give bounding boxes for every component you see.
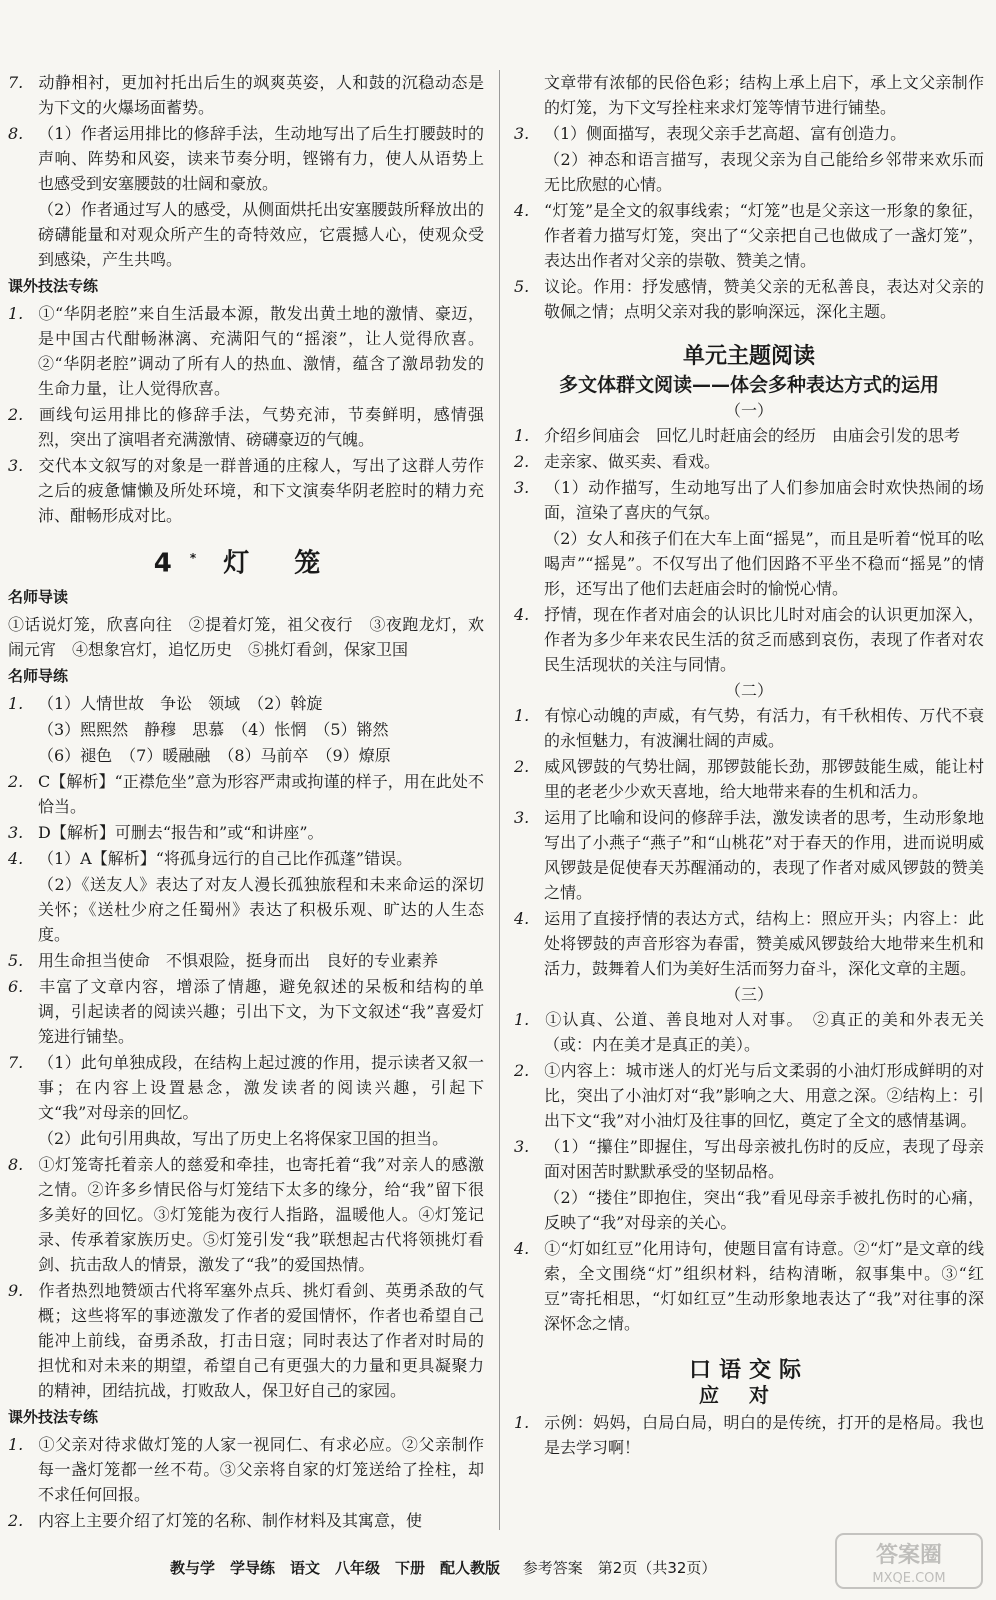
answer-item <box>8 121 484 196</box>
item-text: 画线句运用排比的修辞手法，气势充沛，节奏鲜明，感情强烈，突出了演唱者充满激情、磅礴豪迈的气魄。 <box>38 405 484 449</box>
answer-list-p1b <box>514 602 984 677</box>
answer-list-r1 <box>514 121 984 146</box>
answer-list-skills <box>8 301 484 528</box>
item-number: 1. <box>514 1010 530 1029</box>
answer-item <box>514 703 984 753</box>
item-number: 8. <box>8 1154 24 1174</box>
unit-title: 单元主题阅读 <box>682 344 815 369</box>
answer-item <box>8 769 484 819</box>
answer-item <box>514 198 984 273</box>
answer-item <box>8 70 484 120</box>
item-text: D【解析】可删去“报告和”或“和讲座”。 <box>38 822 324 842</box>
answer-item <box>514 423 984 448</box>
lesson-name: 灯 笼 <box>223 548 339 579</box>
item-number: 3. <box>8 456 24 475</box>
answer-list-r2 <box>514 198 984 324</box>
item-number: 5. <box>8 950 24 970</box>
answer-list-3 <box>8 948 484 1125</box>
item-number: 3. <box>514 478 530 497</box>
item-number: 8. <box>8 124 24 143</box>
item-text: ①“华阴老腔”来自生活最本源，散发出黄土地的激情、豪迈，是中国古代酣畅淋漓、充满阳气的“摇滚”，让人觉得欣喜。②“华阴老腔”调动了所有人的热血、激情，蕴含了激昂勃发的生命力量，让人觉得欣喜。 <box>38 304 484 398</box>
item-text: 走亲家、做买卖、看戏。 <box>544 452 721 471</box>
oral-subtitle: 应对 <box>699 1383 799 1407</box>
answer-item <box>514 121 984 146</box>
part-heading-2: （二） <box>724 681 773 700</box>
part-heading-3: （三） <box>724 985 773 1004</box>
item-text: ①认真、公道、善良地对人对事。 ②真正的美和外表无关（或：内在美才是真正的美）。 <box>544 1010 984 1054</box>
answer-item <box>514 1007 984 1057</box>
answer-item <box>8 1050 484 1125</box>
item-number: 4. <box>514 605 530 624</box>
answer-item <box>8 1432 484 1507</box>
watermark-text: 答案圈 <box>875 1543 943 1568</box>
answer-extra: （2）神态和语言描写，表现父亲为自己能给乡邻带来欢乐而无比欣慰的心情。 <box>544 150 984 194</box>
item-text: 动静相衬，更加衬托出后生的飒爽英姿，人和鼓的沉稳动态是为下文的火爆场面蓄势。 <box>38 73 484 117</box>
item-number: 2. <box>8 405 24 424</box>
lesson-title <box>8 546 484 577</box>
item-text: （1）人情世故 争讼 领域 （2）斡旋 <box>38 693 323 713</box>
answer-extra: （2）此句引用典故，写出了历史上名将保家卫国的担当。 <box>38 1128 449 1148</box>
answer-list-oral <box>514 1410 984 1460</box>
item-text: 丰富了文章内容，增添了情趣，避免叙述的呆板和结构的单调，引起读者的阅读兴趣；引出下文，为下文叙述“我”喜爱灯笼进行铺垫。 <box>38 976 484 1046</box>
footer-page: 参考答案 第2页（共32页） <box>522 1559 717 1577</box>
item-number: 7. <box>8 1052 24 1072</box>
item-text: ①灯笼寄托着亲人的慈爱和牵挂，也寄托着“我”对亲人的感激之情。②许多乡情民俗与灯笼结下太多的缘分，给“我”留下很多美好的回忆。③灯笼能为夜行人指路，温暖他人。④灯笼记录、传承着家族历史。⑤灯笼引发“我”联想起古代将领挑灯看剑、抗击敌人的情景，激发了“我”的爱国热情。 <box>38 1154 484 1274</box>
answer-item <box>514 754 984 804</box>
answer-item <box>514 1236 984 1336</box>
item-number: 4. <box>514 201 530 220</box>
left-column <box>8 70 484 1534</box>
item-number: 1. <box>514 426 530 445</box>
item-number: 1. <box>514 1413 530 1432</box>
answer-list-2 <box>8 769 484 871</box>
item-number: 3. <box>8 822 24 842</box>
answer-item <box>514 274 984 324</box>
answer-item <box>514 1410 984 1460</box>
item-number: 5. <box>514 277 530 296</box>
item-number: 3. <box>514 808 530 827</box>
lesson-star: * <box>189 551 197 565</box>
item-text: “灯笼”是全文的叙事线索；“灯笼”也是父亲这一形象的象征，作者着力描写灯笼，突出了“父亲把自己也做成了一盏灯笼”，表达出作者对父亲的崇敬、赞美之情。 <box>544 201 984 270</box>
item-number: 3. <box>514 1137 530 1156</box>
section-heading-skills: 课外技法专练 <box>8 277 99 295</box>
answer-item <box>514 449 984 474</box>
part-heading-1: （一） <box>724 401 773 420</box>
answer-item <box>8 948 484 973</box>
item-number: 7. <box>8 73 24 92</box>
item-text: （1）“攥住”即握住，写出母亲被扎伤时的反应，表现了母亲面对困苦时默默承受的坚韧品格。 <box>544 1137 984 1181</box>
answer-item <box>8 846 484 871</box>
watermark-logo <box>834 1532 984 1590</box>
answer-extra: （2）《送友人》表达了对友人漫长孤独旅程和未来命运的深切关怀；《送杜少府之任蜀州》表达了积极乐观、旷达的人生态度。 <box>38 874 484 944</box>
item-text: （1）动作描写，生动地写出了人们参加庙会时欢快热闹的场面，渲染了喜庆的气氛。 <box>544 478 984 522</box>
lesson-number: 4 <box>153 548 190 579</box>
answer-extra: （2）“搂住”即抱住，突出“我”看见母亲手被扎伤时的心痛，反映了“我”对母亲的关心。 <box>544 1188 984 1232</box>
item-text: 用生命担当使命 不惧艰险，挺身而出 良好的专业素养 <box>38 950 439 970</box>
answer-item <box>8 402 484 452</box>
item-text: （1）A【解析】“将孤身远行的自己比作孤蓬”错误。 <box>38 848 413 868</box>
section-heading-practice: 名师导练 <box>8 666 69 685</box>
answer-extra: （2）女人和孩子们在大车上面“摇晃”，而且是听着“悦耳的吆喝声”“摇晃”。不仅写出了他们因路不平坐不稳而“摇晃”的情形，还写出了他们去赶庙会时的愉悦心情。 <box>544 529 984 598</box>
item-text: ①父亲对待求做灯笼的人家一视同仁、有求必应。②父亲制作每一盏灯笼都一丝不苟。③父亲将自家的灯笼送给了拴柱，却不求任何回报。 <box>38 1434 484 1504</box>
answer-item <box>8 1152 484 1277</box>
item-text: ①内容上：城市迷人的灯光与后文柔弱的小油灯形成鲜明的对比，突出了小油灯对“我”影响之大、用意之深。②结构上：引出下文“我”对小油灯及往事的回忆，奠定了全文的感情基调。 <box>544 1061 984 1130</box>
item-number: 2. <box>8 1510 24 1530</box>
question-1 <box>8 691 484 768</box>
item-text: C【解析】“正襟危坐”意为形容严肃或拘谨的样子，用在此处不恰当。 <box>38 771 484 816</box>
answer-line: （6）褪色 （7）暖融融 （8）马前卒 （9）燎原 <box>38 745 391 765</box>
item-text: 有惊心动魄的声威，有气势，有活力，有千秋相传、万代不衰的永恒魅力，有波澜壮阔的声威。 <box>544 706 984 750</box>
answer-item <box>8 1278 484 1403</box>
answer-item <box>8 453 484 528</box>
answer-list-skills-2 <box>8 1432 484 1533</box>
item-number: 2. <box>514 757 530 776</box>
answer-item <box>8 1508 484 1533</box>
item-number: 2. <box>514 1061 530 1080</box>
footer-brand: 教与学 学导练 语文 八年级 下册 配人教版 <box>170 1559 501 1577</box>
answer-item <box>514 1134 984 1184</box>
item-text: （1）此句单独成段，在结构上起过渡的作用，提示读者又叙一事；在内容上设置悬念，激发读者的阅读兴趣，引起下文“我”对母亲的回忆。 <box>38 1052 484 1122</box>
answer-item <box>514 805 984 905</box>
item-number: 1. <box>8 1434 24 1454</box>
answer-list-p2 <box>514 703 984 981</box>
watermark-sub: MXQE.COM <box>872 1571 946 1586</box>
answer-item <box>514 475 984 525</box>
item-text: 作者热烈地赞颂古代将军塞外点兵、挑灯看剑、英勇杀敌的气概；这些将军的事迹激发了作者的爱国情怀，作者也希望自己能冲上前线，奋勇杀敌，打击日寇；同时表达了作者对时局的担忧和对未来的期望，希望自己有更强大的力量和更具凝聚力的精神，团结抗战，打败敌人，保卫好自己的家园。 <box>38 1280 484 1400</box>
item-number: 2. <box>514 452 530 471</box>
section-heading-guide: 名师导读 <box>8 587 69 606</box>
answer-item <box>8 820 484 845</box>
section-heading-skills-2: 课外技法专练 <box>8 1407 99 1426</box>
item-text: 交代本文叙写的对象是一群普通的庄稼人，写出了这群人劳作之后的疲惫慵懒及所处环境，和下文演奏华阴老腔时的精力充沛、酣畅形成对比。 <box>38 456 484 525</box>
item-text: （1）作者运用排比的修辞手法，生动地写出了后生打腰鼓时的声响、阵势和风姿，读来节奏分明，铿锵有力，使人从语势上也感受到安塞腰鼓的壮阔和豪放。 <box>38 124 484 193</box>
unit-subtitle: 多文体群文阅读——体会多种表达方式的运用 <box>558 374 939 396</box>
answer-item <box>8 691 484 716</box>
answer-list-p3b <box>514 1236 984 1336</box>
item-number: 6. <box>8 976 24 996</box>
item-number: 4. <box>8 848 24 868</box>
continued-text: 文章带有浓郁的民俗色彩；结构上承上启下，承上文父亲制作的灯笼，为下文写拴柱来求灯笼等情节进行铺垫。 <box>544 73 984 117</box>
column-divider <box>499 70 500 1530</box>
item-number: 1. <box>514 706 530 725</box>
oral-title: 口语交际 <box>688 1358 809 1383</box>
item-text: 运用了直接抒情的表达方式，结构上：照应开头；内容上：此处将锣鼓的声音形容为春雷，赞美威风锣鼓给大地带来生机和活力，鼓舞着人们为美好生活而努力奋斗，深化文章的主题。 <box>544 909 984 978</box>
item-text: 运用了比喻和设问的修辞手法，激发读者的思考，生动形象地写出了小燕子“燕子”和“山桃花”对于春天的作用，进而说明威风锣鼓是促使春天苏醒涌动的，表现了作者对威风锣鼓的赞美之情。 <box>544 808 984 902</box>
answer-list-p3a <box>514 1007 984 1184</box>
answer-list-p1a <box>514 423 984 525</box>
right-column <box>514 70 984 1461</box>
answer-extra: （2）作者通过写人的感受，从侧面烘托出安塞腰鼓所释放出的磅礴能量和对观众所产生的奇特效应，它震撼人心，使观众受到感染，产生共鸣。 <box>38 200 484 269</box>
answer-item <box>514 602 984 677</box>
answer-item <box>8 301 484 401</box>
item-number: 4. <box>514 909 530 928</box>
item-text: 抒情，现在作者对庙会的认识比儿时对庙会的认识更加深入，作者为多少年来农民生活的贫乏而感到哀伤，表现了作者对农民生活现状的关注与同情。 <box>544 605 984 674</box>
answer-line: （3）熙熙然 静穆 思慕 （4）怅惘 （5）锵然 <box>38 719 389 739</box>
item-text: 内容上主要介绍了灯笼的名称、制作材料及其寓意，使 <box>38 1510 423 1530</box>
item-number: 2. <box>8 771 24 791</box>
item-number: 1. <box>8 693 24 713</box>
answer-item <box>514 906 984 981</box>
item-number: 3. <box>514 124 530 143</box>
item-text: 议论。作用：抒发感情，赞美父亲的无私善良，表达对父亲的敬佩之情；点明父亲对我的影响深远，深化主题。 <box>544 277 984 321</box>
item-text: 威风锣鼓的气势壮阔，那锣鼓能长劲，那锣鼓能生威，能让村里的老老少少欢天喜地，给大地带来春的生机和活力。 <box>544 757 984 801</box>
item-text: 示例：妈妈，白局白局，明白的是传统，打开的是格局。我也是去学习啊！ <box>544 1413 984 1457</box>
answer-item <box>514 1058 984 1133</box>
item-number: 9. <box>8 1280 24 1300</box>
guide-text: ①话说灯笼，欣喜向往 ②提着灯笼，祖父夜行 ③夜跑龙灯，欢闹元宵 ④想象宫灯，追忆历史 ⑤挑灯看剑，保家卫国 <box>8 614 484 659</box>
item-number: 4. <box>514 1239 530 1258</box>
item-text: （1）侧面描写，表现父亲手艺高超、富有创造力。 <box>544 124 907 143</box>
answer-list-pre <box>8 70 484 196</box>
item-text: 介绍乡间庙会 回忆儿时赶庙会的经历 由庙会引发的思考 <box>544 426 961 445</box>
page-footer <box>170 1556 870 1581</box>
answer-list-4 <box>8 1152 484 1403</box>
item-text: ①“灯如红豆”化用诗句，使题目富有诗意。②“灯”是文章的线索，全文围绕“灯”组织材料，结构清晰，叙事集中。③“红豆”寄托相思，“灯如红豆”生动形象地表达了“我”对往事的深深怀念之情。 <box>544 1239 984 1333</box>
answer-item <box>8 974 484 1049</box>
item-number: 1. <box>8 304 24 323</box>
